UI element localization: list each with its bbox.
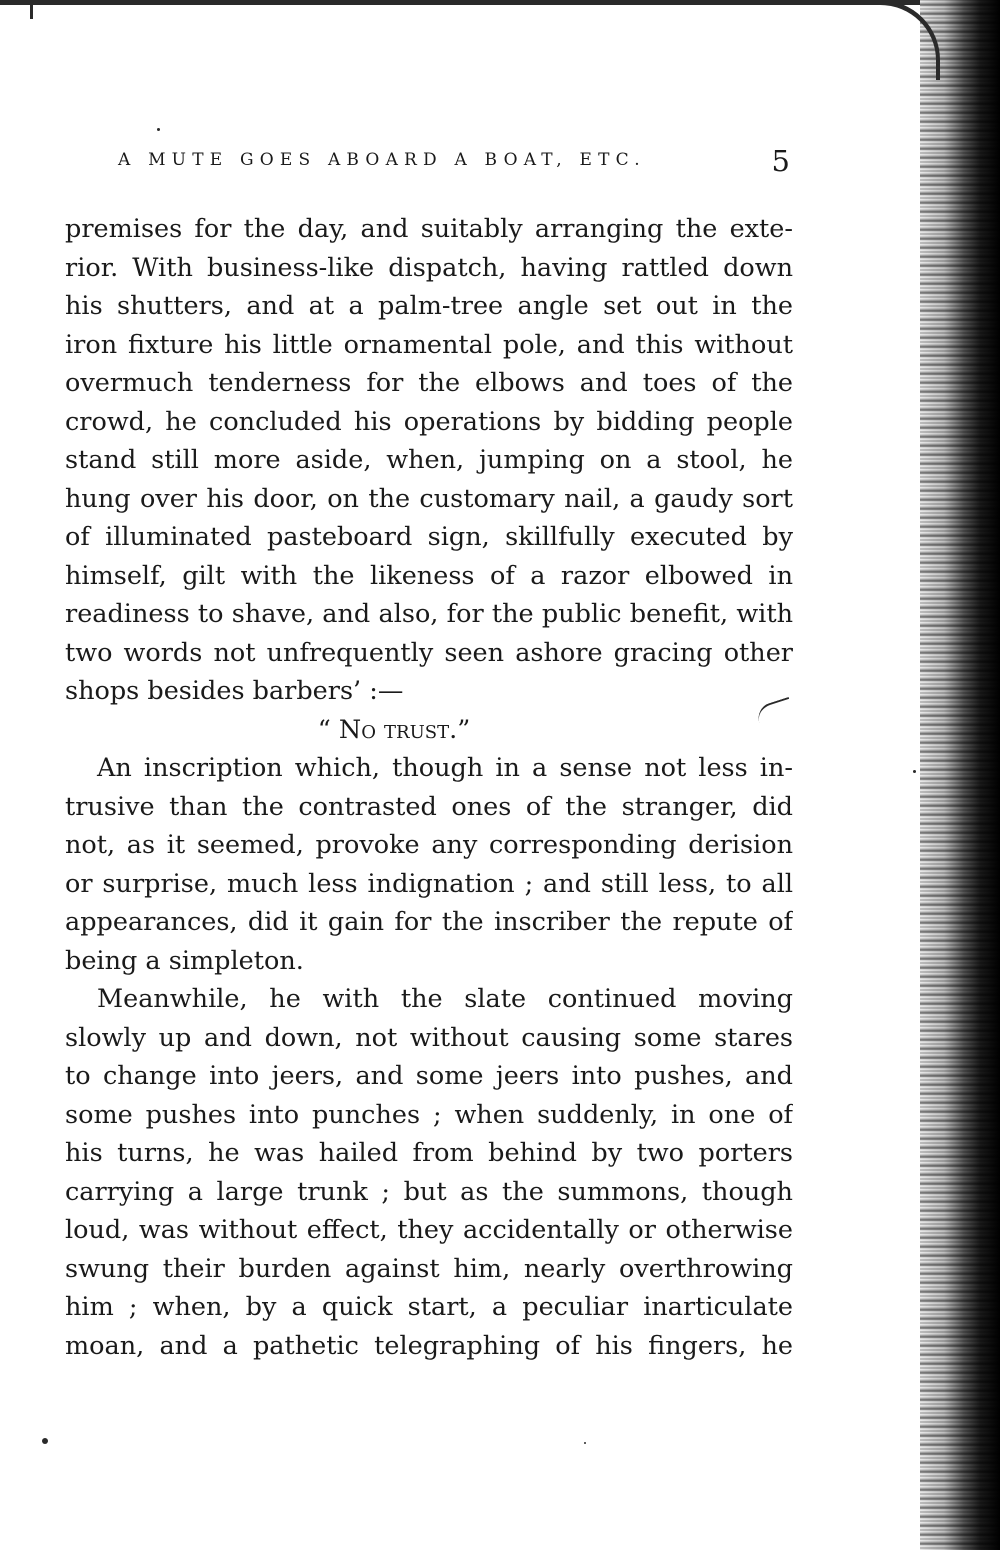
text-line: not, as it seemed, provoke any corresponding derision	[65, 830, 793, 860]
text-line: shops besides barbers’ :—	[65, 676, 404, 706]
page-number: 5	[771, 144, 790, 178]
text-line: two words not unfrequently seen ashore gracing other	[65, 637, 793, 668]
text-line: crowd, he concluded his operations by bidding people	[65, 406, 793, 437]
paragraph-1	[65, 210, 793, 711]
scan-corner-mark	[0, 2, 33, 19]
scan-top-edge	[0, 0, 930, 10]
scan-binding-edge	[920, 0, 1000, 1550]
scan-speck	[913, 770, 916, 773]
text-line: slowly up and down, not without causing some stares	[65, 1022, 793, 1053]
text-line: him ; when, by a quick start, a peculiar inarticulate	[65, 1292, 793, 1322]
text-line: hung over his door, on the customary nail, a gaudy sort	[65, 483, 793, 514]
text-line: moan, and a pathetic telegraphing of his fingers, he	[65, 1330, 793, 1361]
body-text	[65, 210, 793, 1365]
text-line: his shutters, and at a palm-tree angle set out in the	[65, 291, 793, 321]
text-line: premises for the day, and suitably arranging the exte-	[65, 214, 793, 244]
text-line: overmuch tenderness for the elbows and toes of the	[65, 368, 793, 398]
text-line: his turns, he was hailed from behind by two porters	[65, 1138, 793, 1168]
text-line: readiness to shave, and also, for the public benefit, with	[65, 599, 793, 629]
text-line: rior. With business-like dispatch, having rattled down	[65, 252, 793, 283]
text-line: or surprise, much less indignation ; and still less, to all	[65, 868, 793, 899]
text-line: carrying a large trunk ; but as the summons, though	[65, 1176, 793, 1207]
text-line: of illuminated pasteboard sign, skillfully executed by	[65, 522, 793, 552]
text-line: trusive than the contrasted ones of the stranger, did	[65, 791, 793, 822]
text-line: iron fixture his little ornamental pole, and this without	[65, 329, 793, 360]
text-line: to change into jeers, and some jeers into pushes, and	[65, 1061, 793, 1091]
sign-inscription: “ No trust.”	[317, 714, 471, 745]
paragraph-2	[65, 749, 793, 980]
text-line: swung their burden against him, nearly overthrowing	[65, 1253, 793, 1284]
text-line: loud, was without effect, they accidentally or otherwise	[65, 1215, 793, 1245]
running-title: A MUTE GOES ABOARD A BOAT, ETC.	[118, 150, 646, 170]
scan-speck	[157, 128, 160, 131]
scan-speck	[42, 1438, 48, 1444]
text-line: some pushes into punches ; when suddenly, in one of	[65, 1099, 793, 1130]
text-line: appearances, did it gain for the inscriber the repute of	[65, 907, 793, 937]
paragraph-3	[65, 980, 793, 1365]
text-line: Meanwhile, he with the slate continued moving	[97, 984, 793, 1014]
text-line: stand still more aside, when, jumping on a stool, he	[65, 445, 793, 475]
scan-speck	[584, 1442, 586, 1444]
text-line: being a simpleton.	[65, 945, 304, 976]
text-line: An inscription which, though in a sense not less in-	[97, 753, 793, 783]
text-line: himself, gilt with the likeness of a razor elbowed in	[65, 560, 793, 591]
running-head	[118, 146, 798, 180]
